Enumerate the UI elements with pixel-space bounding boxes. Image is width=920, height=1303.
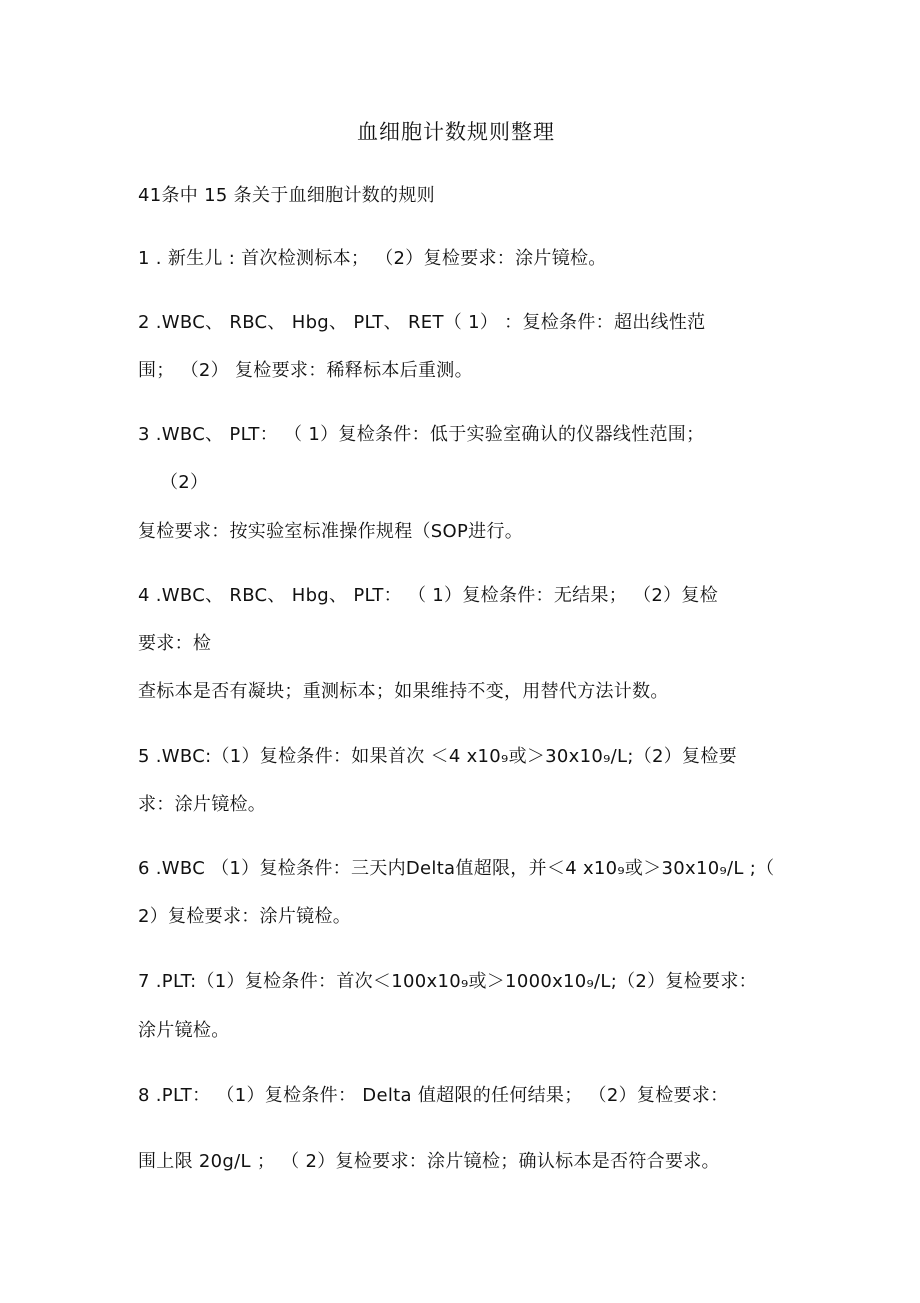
rule-3-line: 3 .WBC、 PLT： （ 1）复检条件：低于实验室确认的仪器线性范围；	[138, 424, 705, 445]
rule-3-continuation-a: （2）	[160, 472, 209, 493]
rule-3-continuation-b: 复检要求：按实验室标准操作规程（SOP进行。	[138, 521, 524, 542]
rule-2-continuation: 围； （2） 复检要求：稀释标本后重测。	[138, 360, 473, 381]
rule-8-line: 8 .PLT： （1）复检条件： Delta 值超限的任何结果； （2）复检要求：	[138, 1085, 729, 1106]
rule-2-line: 2 .WBC、 RBC、 Hbg、 PLT、 RET（ 1） ：复检条件：超出线性范	[138, 312, 706, 333]
rule-7-line: 7 .PLT:（1）复检条件：首次＜100x10₉或＞1000x10₉/L;（2）复检要求：	[138, 971, 757, 992]
rule-1-line: 1 . 新生儿 : 首次检测标本； （2）复检要求：涂片镜检。	[138, 248, 607, 269]
rule-7-continuation: 涂片镜检。	[138, 1020, 230, 1041]
rule-8-continuation: 围上限 20g/L ； （ 2）复检要求：涂片镜检；确认标本是否符合要求。	[138, 1151, 720, 1172]
rule-5-continuation: 求：涂片镜检。	[138, 794, 267, 815]
rule-4-continuation-a: 要求：检	[138, 633, 212, 654]
rule-5-line: 5 .WBC:（1）复检条件：如果首次 ＜4 x10₉或＞30x10₉/L;（2）复检要	[138, 746, 737, 767]
rule-6-line: 6 .WBC （1）复检条件：三天内Delta值超限，并＜4 x10₉或＞30x10₉/L ;（	[138, 858, 775, 879]
rule-4-continuation-b: 查标本是否有凝块；重测标本；如果维持不变，用替代方法计数。	[138, 681, 669, 702]
document-title: 血细胞计数规则整理	[357, 120, 555, 144]
rule-4-line: 4 .WBC、 RBC、 Hbg、 PLT： （ 1）复检条件：无结果； （2）复检	[138, 585, 719, 606]
intro-line: 41条中 15 条关于血细胞计数的规则	[138, 185, 435, 206]
rule-6-continuation: 2）复检要求：涂片镜检。	[138, 906, 352, 927]
